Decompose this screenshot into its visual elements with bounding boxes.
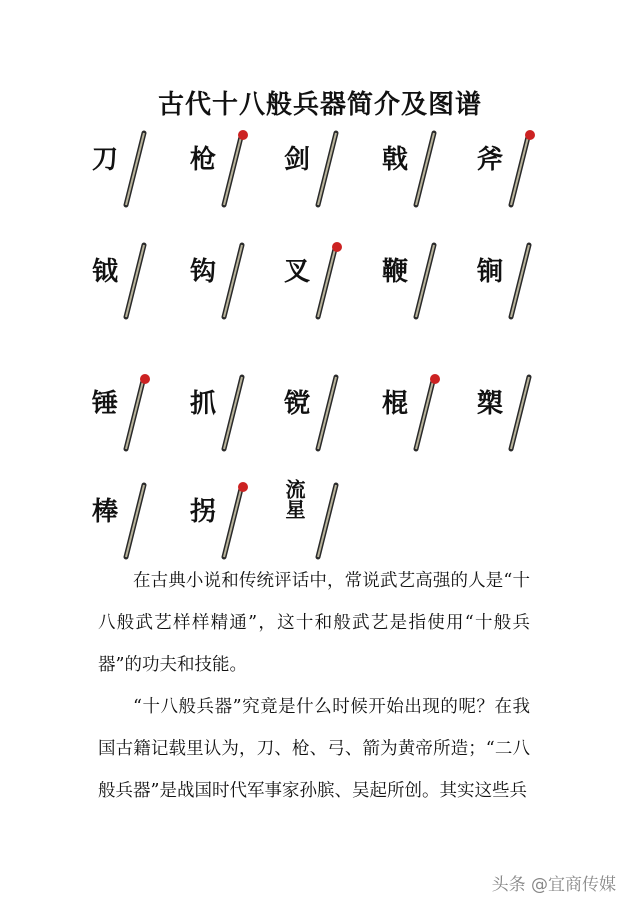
article-body	[98, 560, 530, 812]
weapon-label: 抓	[190, 389, 217, 419]
weapon-label: 斧	[477, 145, 504, 175]
weapon-item	[82, 369, 172, 459]
weapon-label: 剑	[284, 145, 311, 175]
weapon-label: 锏	[477, 257, 504, 287]
weapon-item	[467, 237, 557, 327]
weapon-item	[180, 125, 270, 215]
weapon-label: 拐	[190, 497, 217, 527]
weapon-label: 戟	[382, 145, 409, 175]
weapon-label: 钩	[190, 257, 217, 287]
weapon-label: 钺	[92, 257, 119, 287]
paragraph: “十八般兵器”究竟是什么时候开始出现的呢？在我国古籍记载里认为，刀、枪、弓、箭为黄帝所造；“二八般兵器”是战国时代军事家孙膑、吴起所创。其实这些兵	[98, 697, 530, 801]
weapon-item	[467, 369, 557, 459]
weapon-item	[82, 125, 172, 215]
weapon-item	[274, 477, 364, 567]
weapon-label: 鞭	[382, 257, 409, 287]
weapon-item	[372, 125, 462, 215]
weapon-item	[82, 237, 172, 327]
weapon-item	[467, 125, 557, 215]
weapon-item	[274, 125, 364, 215]
weapon-label: 流星	[282, 479, 306, 519]
weapon-label: 镋	[284, 389, 311, 419]
weapon-label: 槊	[477, 389, 504, 419]
weapon-label: 枪	[190, 145, 217, 175]
weapon-item	[372, 369, 462, 459]
weapon-label: 刀	[92, 145, 119, 175]
paragraph: 在古典小说和传统评话中，常说武艺高强的人是“十八般武艺样样精通”，这十和般武艺是指使用“十般兵器”的功夫和技能。	[98, 571, 530, 675]
weapon-item	[180, 369, 270, 459]
weapon-label: 棍	[382, 389, 409, 419]
weapon-item	[180, 477, 270, 567]
weapon-label: 棒	[92, 497, 119, 527]
weapon-label: 叉	[284, 257, 311, 287]
weapon-item	[274, 369, 364, 459]
weapon-label: 锤	[92, 389, 119, 419]
weapon-item	[180, 237, 270, 327]
weapon-item	[82, 477, 172, 567]
weapon-item	[372, 237, 462, 327]
watermark: 头条 @宜商传媒	[491, 875, 616, 895]
weapon-item	[274, 237, 364, 327]
page-title: 古代十八般兵器简介及图谱	[157, 90, 482, 120]
